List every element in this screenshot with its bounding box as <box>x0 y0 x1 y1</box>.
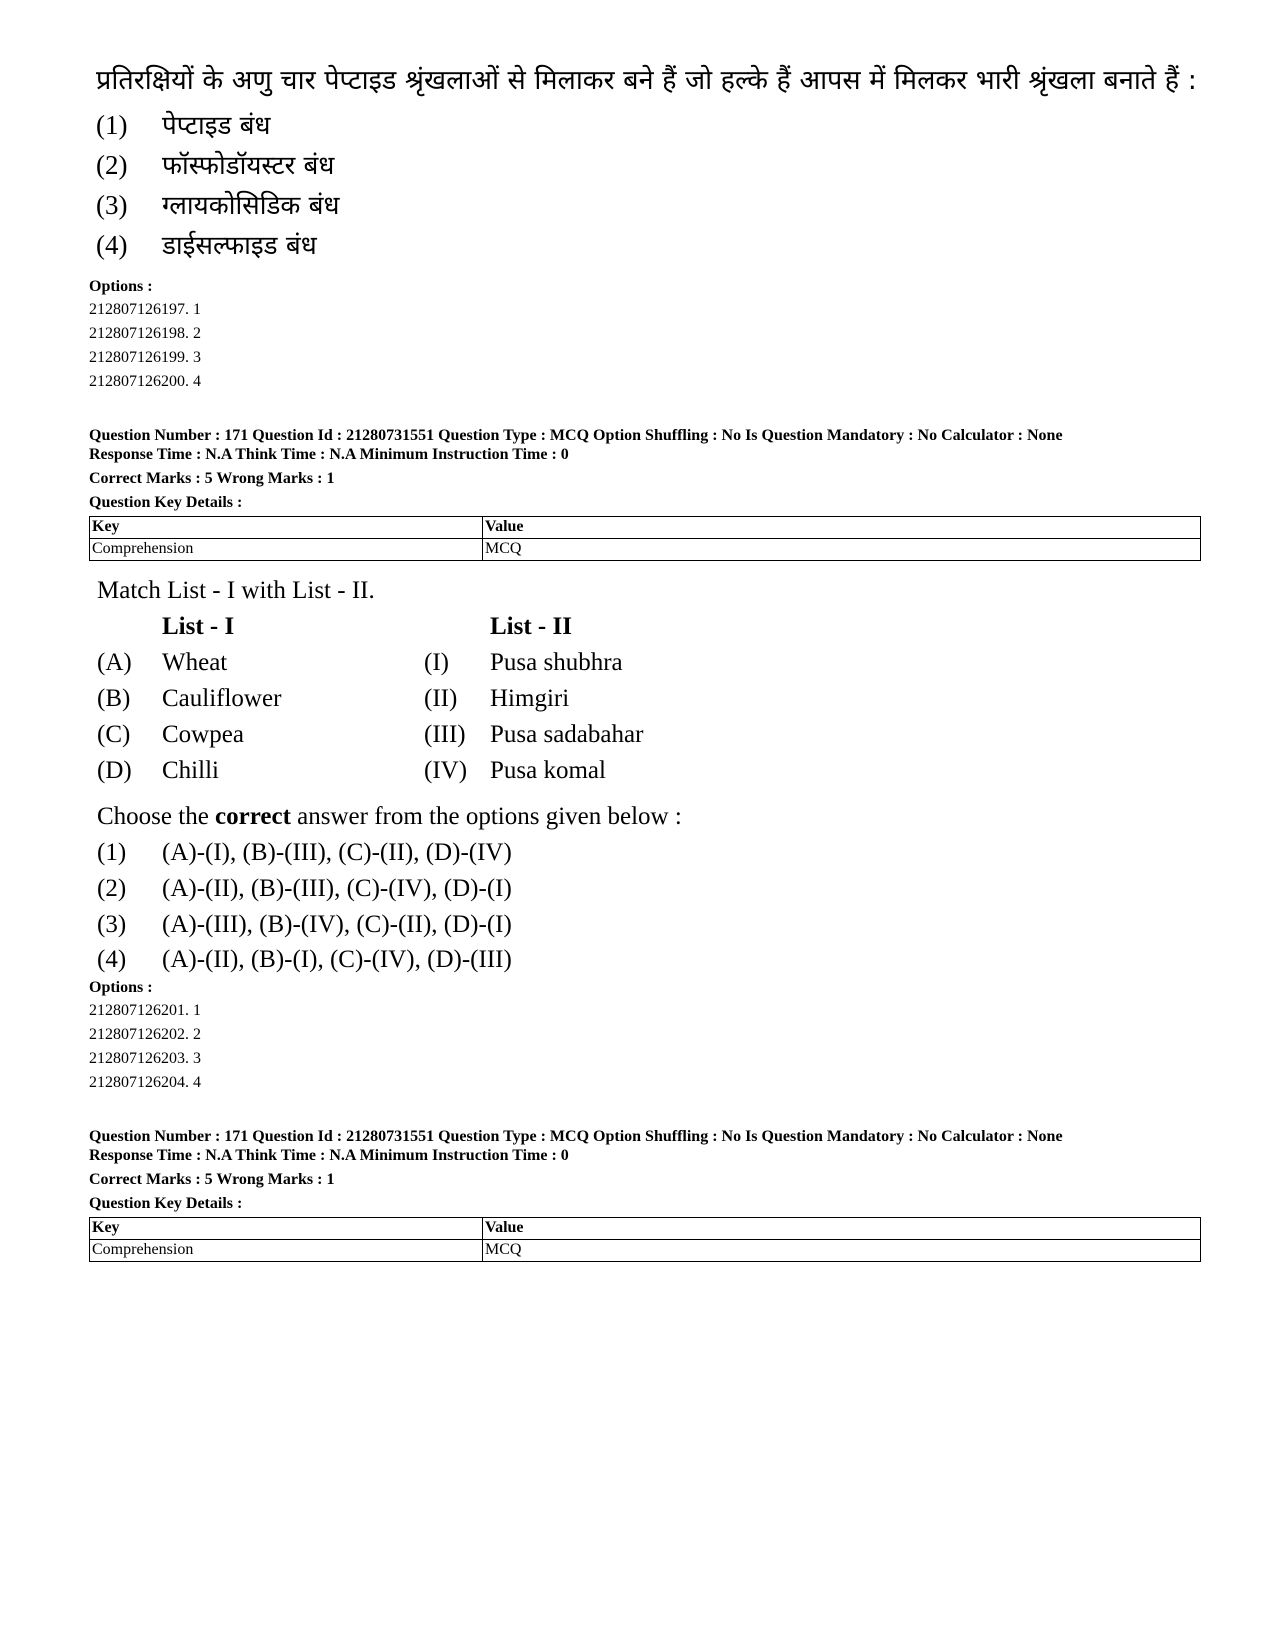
table-row <box>90 539 1201 561</box>
answer-option-text: (A)-(II), (B)-(III), (C)-(IV), (D)-(I) <box>162 875 512 902</box>
table-cell-key: Comprehension <box>90 1240 483 1262</box>
hindi-option-1 <box>96 108 271 143</box>
list-2-label: (II) <box>424 685 458 712</box>
list-2-item: Pusa sadabahar <box>490 721 644 748</box>
table-header-key: Key <box>90 1218 483 1240</box>
options-label: Options : <box>89 278 153 295</box>
answer-option-number: (1) <box>97 839 127 866</box>
table-row <box>90 1240 1201 1262</box>
answer-option-number: (2) <box>97 875 127 902</box>
option-id-line: 212807126199. 3 <box>89 349 201 366</box>
hindi-question-stem: प्रतिरक्षियों के अणु चार पेप्टाइड श्रृंखलाओं से मिलाकर बने हैं जो हल्के हैं आपस में मिलकर भारी श्रृंखला बनाते हैं : <box>96 65 1197 96</box>
table-header-row <box>90 517 1201 539</box>
list-2-item: Pusa komal <box>490 757 606 784</box>
question-key-details-table <box>89 516 1201 561</box>
answer-option-number: (3) <box>97 911 127 938</box>
match-question-title: Match List - I with List - II. <box>97 577 375 604</box>
list-1-label: (D) <box>97 757 132 784</box>
list-2-item: Pusa shubhra <box>490 649 623 676</box>
option-id-line: 212807126201. 1 <box>89 1002 201 1019</box>
question-marks-line: Correct Marks : 5 Wrong Marks : 1 <box>89 1171 335 1188</box>
table-cell-value: MCQ <box>483 1240 1201 1262</box>
option-id-line: 212807126198. 2 <box>89 325 201 342</box>
table-header-key: Key <box>90 517 483 539</box>
list-1-item: Cowpea <box>162 721 244 748</box>
question-meta-line: Question Number : 171 Question Id : 21280731551 Question Type : MCQ Option Shuffling : No Is Question Mandatory : No Calculator : None <box>89 1128 1063 1145</box>
list-2-item: Himgiri <box>490 685 570 712</box>
list-2-label: (I) <box>424 649 449 676</box>
question-key-details-label: Question Key Details : <box>89 1195 243 1212</box>
hindi-option-4 <box>96 228 317 263</box>
hindi-option-number: (2) <box>96 150 128 180</box>
question-timing-line: Response Time : N.A Think Time : N.A Minimum Instruction Time : 0 <box>89 1147 569 1164</box>
option-id-line: 212807126203. 3 <box>89 1050 201 1067</box>
hindi-option-number: (1) <box>96 110 128 140</box>
hindi-option-text: ग्लायकोसिडिक बंध <box>162 191 340 221</box>
table-cell-value: MCQ <box>483 539 1201 561</box>
choose-text-pre: Choose the <box>97 803 216 830</box>
hindi-option-text: डाईसल्फाइड बंध <box>162 231 317 261</box>
list-1-item: Wheat <box>162 649 228 676</box>
question-timing-line: Response Time : N.A Think Time : N.A Minimum Instruction Time : 0 <box>89 446 569 463</box>
list-1-item: Cauliflower <box>162 685 282 712</box>
option-id-line: 212807126204. 4 <box>89 1074 201 1091</box>
choose-text-post: answer from the options given below : <box>290 803 682 830</box>
choose-text-bold: correct <box>215 803 291 830</box>
question-meta-line: Question Number : 171 Question Id : 21280731551 Question Type : MCQ Option Shuffling : No Is Question Mandatory : No Calculator : None <box>89 427 1063 444</box>
options-label: Options : <box>89 979 153 996</box>
list-1-label: (C) <box>97 721 131 748</box>
hindi-option-2 <box>96 148 334 183</box>
question-key-details-label: Question Key Details : <box>89 494 243 511</box>
table-header-value: Value <box>483 1218 1201 1240</box>
list-2-label: (III) <box>424 721 466 748</box>
hindi-option-number: (4) <box>96 230 128 260</box>
hindi-option-3 <box>96 188 339 223</box>
table-header-row <box>90 1218 1201 1240</box>
list-1-header: List - I <box>162 613 235 640</box>
list-1-label: (A) <box>97 649 132 676</box>
list-1-item: Chilli <box>162 757 219 784</box>
option-id-line: 212807126197. 1 <box>89 301 201 318</box>
question-key-details-table <box>89 1217 1201 1262</box>
choose-instruction <box>97 802 682 832</box>
answer-option-number: (4) <box>97 946 127 973</box>
list-2-label: (IV) <box>424 757 468 784</box>
list-2-header: List - II <box>490 613 572 640</box>
answer-option-text: (A)-(III), (B)-(IV), (C)-(II), (D)-(I) <box>162 911 512 938</box>
list-1-label: (B) <box>97 685 131 712</box>
question-marks-line: Correct Marks : 5 Wrong Marks : 1 <box>89 470 335 487</box>
table-cell-key: Comprehension <box>90 539 483 561</box>
answer-option-text: (A)-(I), (B)-(III), (C)-(II), (D)-(IV) <box>162 839 512 866</box>
table-header-value: Value <box>483 517 1201 539</box>
answer-option-text: (A)-(II), (B)-(I), (C)-(IV), (D)-(III) <box>162 946 512 973</box>
option-id-line: 212807126200. 4 <box>89 373 201 390</box>
hindi-option-text: फॉस्फोडॉयस्टर बंध <box>162 151 335 181</box>
hindi-option-text: पेप्टाइड बंध <box>162 111 271 141</box>
option-id-line: 212807126202. 2 <box>89 1026 201 1043</box>
hindi-option-number: (3) <box>96 190 128 220</box>
